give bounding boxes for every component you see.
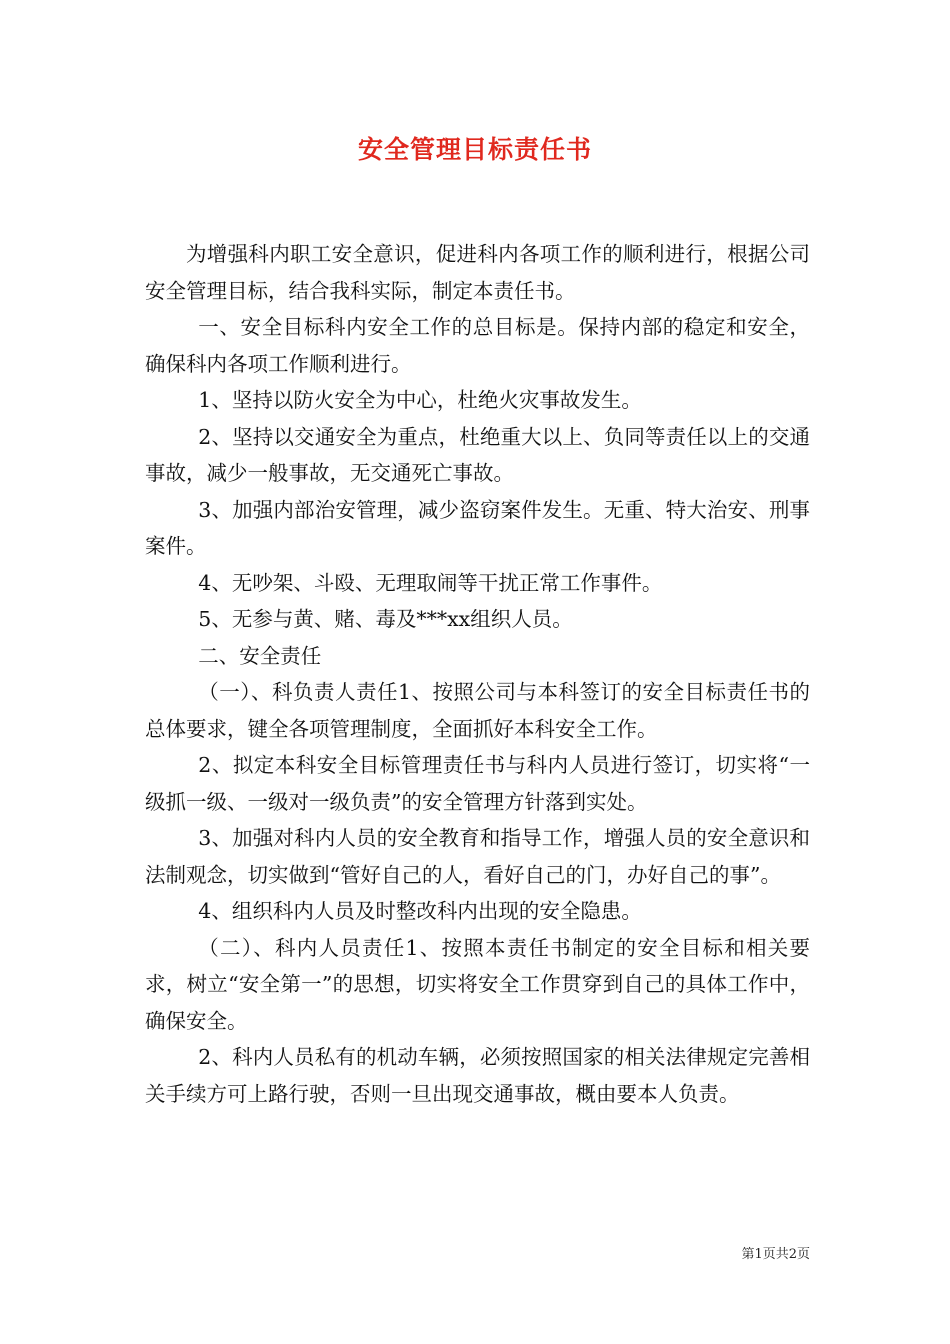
document-body (145, 236, 810, 1112)
paragraph-goal-2: 2、坚持以交通安全为重点，杜绝重大以上、负同等责任以上的交通事故，减少一般事故，无交通死亡事故。 (145, 424, 810, 485)
paragraph-intro: 为增强科内职工安全意识，促进科内各项工作的顺利进行，根据公司安全管理目标，结合我科实际，制定本责任书。 (145, 242, 810, 303)
document-title: 安全管理目标责任书 (357, 135, 592, 164)
paragraph-goal-1: 1、坚持以防火安全为中心，杜绝火灾事故发生。 (198, 388, 642, 412)
paragraph-head-duty-3: 3、加强对科内人员的安全教育和指导工作，增强人员的安全意识和法制观念，切实做到“管好自己的人，看好自己的门，办好自己的事”。 (145, 826, 810, 887)
paragraph-staff-duty-2: 2、科内人员私有的机动车辆，必须按照国家的相关法律规定完善相关手续方可上路行驶，否则一旦出现交通事故，概由要本人负责。 (145, 1045, 810, 1106)
paragraph-goal-3: 3、加强内部治安管理，减少盗窃案件发生。无重、特大治安、刑事案件。 (145, 497, 810, 558)
paragraph-goal-5: 5、无参与黄、赌、毒及***xx组织人员。 (198, 607, 573, 631)
paragraph-head-duty-2: 2、拟定本科安全目标管理责任书与科内人员进行签订，切实将“一级抓一级、一级对一级负责”的安全管理方针落到实处。 (145, 753, 810, 814)
paragraph-section-1-heading: 一、安全目标科内安全工作的总目标是。保持内部的稳定和安全，确保科内各项工作顺利进行。 (145, 315, 810, 376)
page-number-footer: 第1页共2页 (741, 1247, 810, 1262)
paragraph-head-duty-1: （一）、科负责人责任1、按照公司与本科签订的安全目标责任书的总体要求，键全各项管理制度，全面抓好本科安全工作。 (145, 680, 810, 741)
paragraph-goal-4: 4、无吵架、斗殴、无理取闹等干扰正常工作事件。 (198, 570, 663, 595)
paragraph-staff-duty-1: （二）、科内人员责任1、按照本责任书制定的安全目标和相关要求，树立“安全第一”的思想，切实将安全工作贯穿到自己的具体工作中，确保安全。 (145, 935, 810, 1033)
paragraph-head-duty-4: 4、组织科内人员及时整改科内出现的安全隐患。 (198, 899, 642, 923)
paragraph-section-2-heading: 二、安全责任 (198, 643, 322, 668)
